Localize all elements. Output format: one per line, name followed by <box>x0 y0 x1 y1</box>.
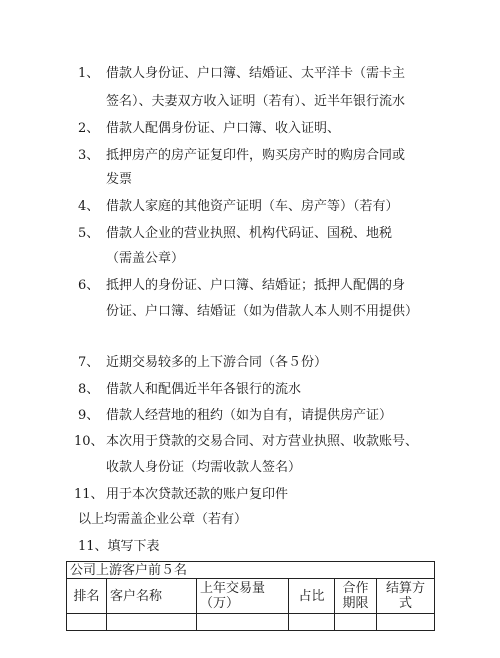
table-caption: 公司上游客户前５名 <box>67 562 435 579</box>
item-1-number: 1、 <box>78 66 100 81</box>
seal-note: 以上均需盖企业公章（若有） <box>78 512 248 527</box>
table-cell[interactable] <box>377 614 435 631</box>
item-7-number: 7、 <box>78 355 100 370</box>
header-customer-name: 客户名称 <box>107 579 197 614</box>
item-9-line-1: 借款人经营地的租约（如为自有，请提供房产证） <box>106 408 393 423</box>
item-6-line-2: 份证、户口簿、结婚证（如为借款人本人则不用提供） <box>106 304 419 319</box>
item-3-line-1: 抵押房产的房产证复印件，购买房产时的购房合同或 <box>106 148 406 163</box>
item-10-line-2: 收款人身份证（均需收款人签名） <box>106 460 302 475</box>
upstream-customers-table <box>66 561 435 631</box>
table-cell[interactable] <box>335 614 377 631</box>
table-cell[interactable] <box>289 614 335 631</box>
item-10-line-1: 本次用于贷款的交易合同、对方营业执照、收款账号、 <box>106 434 419 449</box>
item-8-line-1: 借款人和配偶近半年各银行的流水 <box>106 382 302 397</box>
item-3-number: 3、 <box>78 148 100 163</box>
item-1-line-1: 借款人身份证、户口簿、结婚证、太平洋卡（需卡主 <box>106 66 406 81</box>
item-9-number: 9、 <box>78 408 100 423</box>
item-6-number: 6、 <box>78 278 100 293</box>
header-rank: 排名 <box>67 579 107 614</box>
item-4-number: 4、 <box>78 199 100 214</box>
table-row <box>67 614 435 631</box>
item-5-number: 5、 <box>78 226 100 241</box>
header-settlement-method: 结算方式 <box>377 579 435 614</box>
table-cell[interactable] <box>107 614 197 631</box>
item-2-number: 2、 <box>78 121 100 136</box>
item-5-line-1: 借款人企业的营业执照、机构代码证、国税、地税 <box>106 226 393 241</box>
item-4-line-1: 借款人家庭的其他资产证明（车、房产等）（若有） <box>106 199 399 214</box>
table-cell[interactable] <box>67 614 107 631</box>
header-last-year-volume: 上年交易量（万） <box>197 579 289 614</box>
item-8-number: 8、 <box>78 382 100 397</box>
item-5-line-2: （需盖公章） <box>106 251 185 266</box>
header-share: 占比 <box>289 579 335 614</box>
item-11-line-1: 用于本次贷款还款的账户复印件 <box>106 487 289 502</box>
item-7-line-1: 近期交易较多的上下游合同（各５份） <box>106 355 328 370</box>
table-heading: 11、填写下表 <box>78 539 160 554</box>
item-10-number: 10、 <box>74 434 104 449</box>
item-3-line-2: 发票 <box>106 172 133 187</box>
item-6-line-1: 抵押人的身份证、户口簿、结婚证；抵押人配偶的身 <box>106 278 406 293</box>
item-1-line-2: 签名）、夫妻双方收入证明（若有）、近半年银行流水 <box>106 94 406 109</box>
item-11-number: 11、 <box>74 487 104 502</box>
item-2-line-1: 借款人配偶身份证、户口簿、收入证明、 <box>106 121 341 136</box>
table-header-row <box>67 579 435 614</box>
table-cell[interactable] <box>197 614 289 631</box>
header-cooperation-term: 合作期限 <box>335 579 377 614</box>
